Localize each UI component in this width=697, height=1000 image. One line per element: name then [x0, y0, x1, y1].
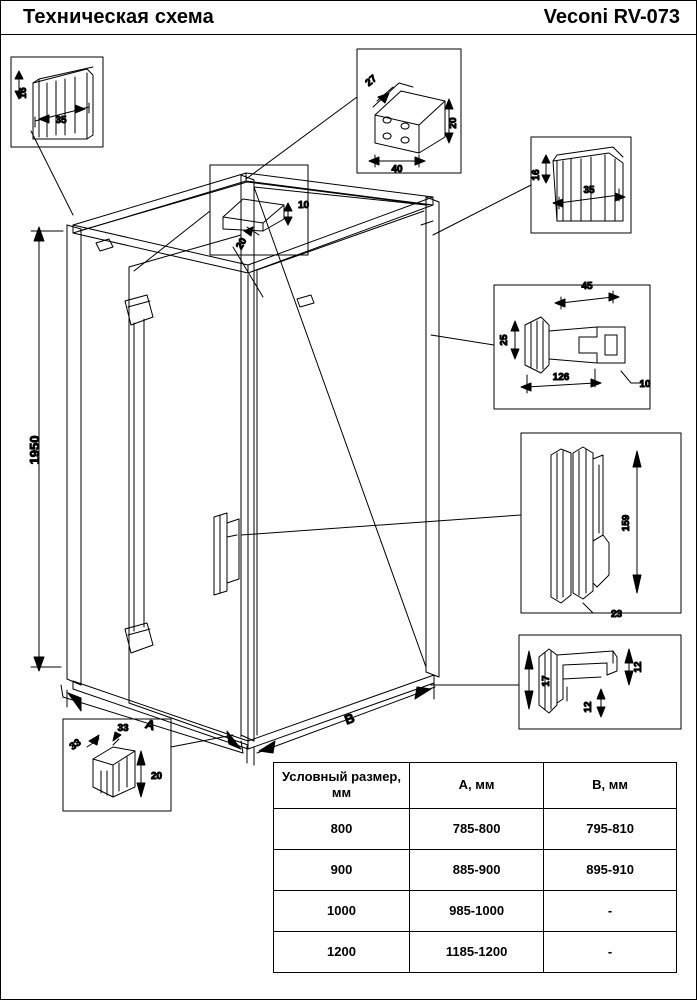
callout-foot-bottom-left [63, 719, 233, 811]
table-cell: 1185-1200 [410, 931, 544, 972]
callout3-dim-10: 10 [298, 200, 310, 211]
callout7-dim-12a: 12 [633, 661, 644, 673]
height-label: 1950 [27, 435, 42, 465]
callout8-dim-20: 20 [151, 771, 163, 782]
callout7-dim-17: 17 [541, 675, 552, 687]
callout-seal-bottom-right [431, 635, 681, 729]
size-table [273, 762, 677, 973]
callout1-dim-35: 35 [55, 115, 67, 126]
callout5-dim-126: 126 [552, 372, 570, 383]
table-cell: 800 [274, 808, 410, 849]
callout4-dim-35: 35 [583, 185, 595, 196]
callout5-dim-10: 10 [639, 379, 651, 390]
callout8-dim-33b: 33 [117, 723, 129, 734]
table-cell: - [544, 890, 677, 931]
table-cell: 1000 [274, 890, 410, 931]
table-header-cell: А, мм [410, 763, 544, 809]
table-cell: 1200 [274, 931, 410, 972]
callout7-dim-12b: 12 [583, 701, 594, 713]
table-row [274, 890, 677, 931]
door-handles [125, 295, 239, 653]
table-cell: 985-1000 [410, 890, 544, 931]
table-row [274, 849, 677, 890]
table-header-row [274, 763, 677, 809]
callout-connector-right [431, 285, 650, 409]
table-cell: 785-800 [410, 808, 544, 849]
top-brackets [96, 221, 433, 307]
dimension-b [254, 681, 435, 765]
enclosure-top-frame [73, 173, 433, 273]
dim-b-label: B [342, 710, 357, 728]
table-cell: - [544, 931, 677, 972]
table-cell: 885-900 [410, 849, 544, 890]
callout1-dim-16: 16 [18, 87, 29, 99]
page-header [1, 1, 696, 35]
table-row [274, 808, 677, 849]
table-header-cell: В, мм [544, 763, 677, 809]
callout6-dim-159: 159 [621, 514, 632, 532]
table-cell: 900 [274, 849, 410, 890]
callout-profile-top-right [433, 137, 631, 235]
dim-a-label: A [143, 716, 157, 734]
page-title: Техническая схема [23, 6, 214, 28]
callout-bracket-top-center [246, 49, 461, 179]
table-header-cell: Условный размер, мм [274, 763, 410, 809]
callout6-dim-23: 23 [611, 609, 623, 620]
callout3-dim-20: 20 [234, 236, 250, 252]
callout2-dim-27: 27 [363, 73, 380, 89]
table-cell: 895-910 [544, 849, 677, 890]
callout-hinge-right [227, 433, 681, 613]
callout4-dim-16: 16 [531, 169, 542, 181]
callout8-dim-33a: 33 [67, 737, 84, 753]
model-name: Veconi RV-073 [543, 6, 680, 28]
callout-block-center [134, 165, 308, 297]
callout2-dim-20: 20 [448, 117, 459, 129]
table-cell: 795-810 [544, 808, 677, 849]
enclosure-posts [67, 175, 439, 741]
callout5-dim-25: 25 [499, 334, 510, 346]
callout2-dim-40: 40 [391, 164, 403, 175]
table-row [274, 931, 677, 972]
callout-profile-top-left [11, 57, 103, 215]
callout5-dim-45: 45 [581, 281, 593, 292]
